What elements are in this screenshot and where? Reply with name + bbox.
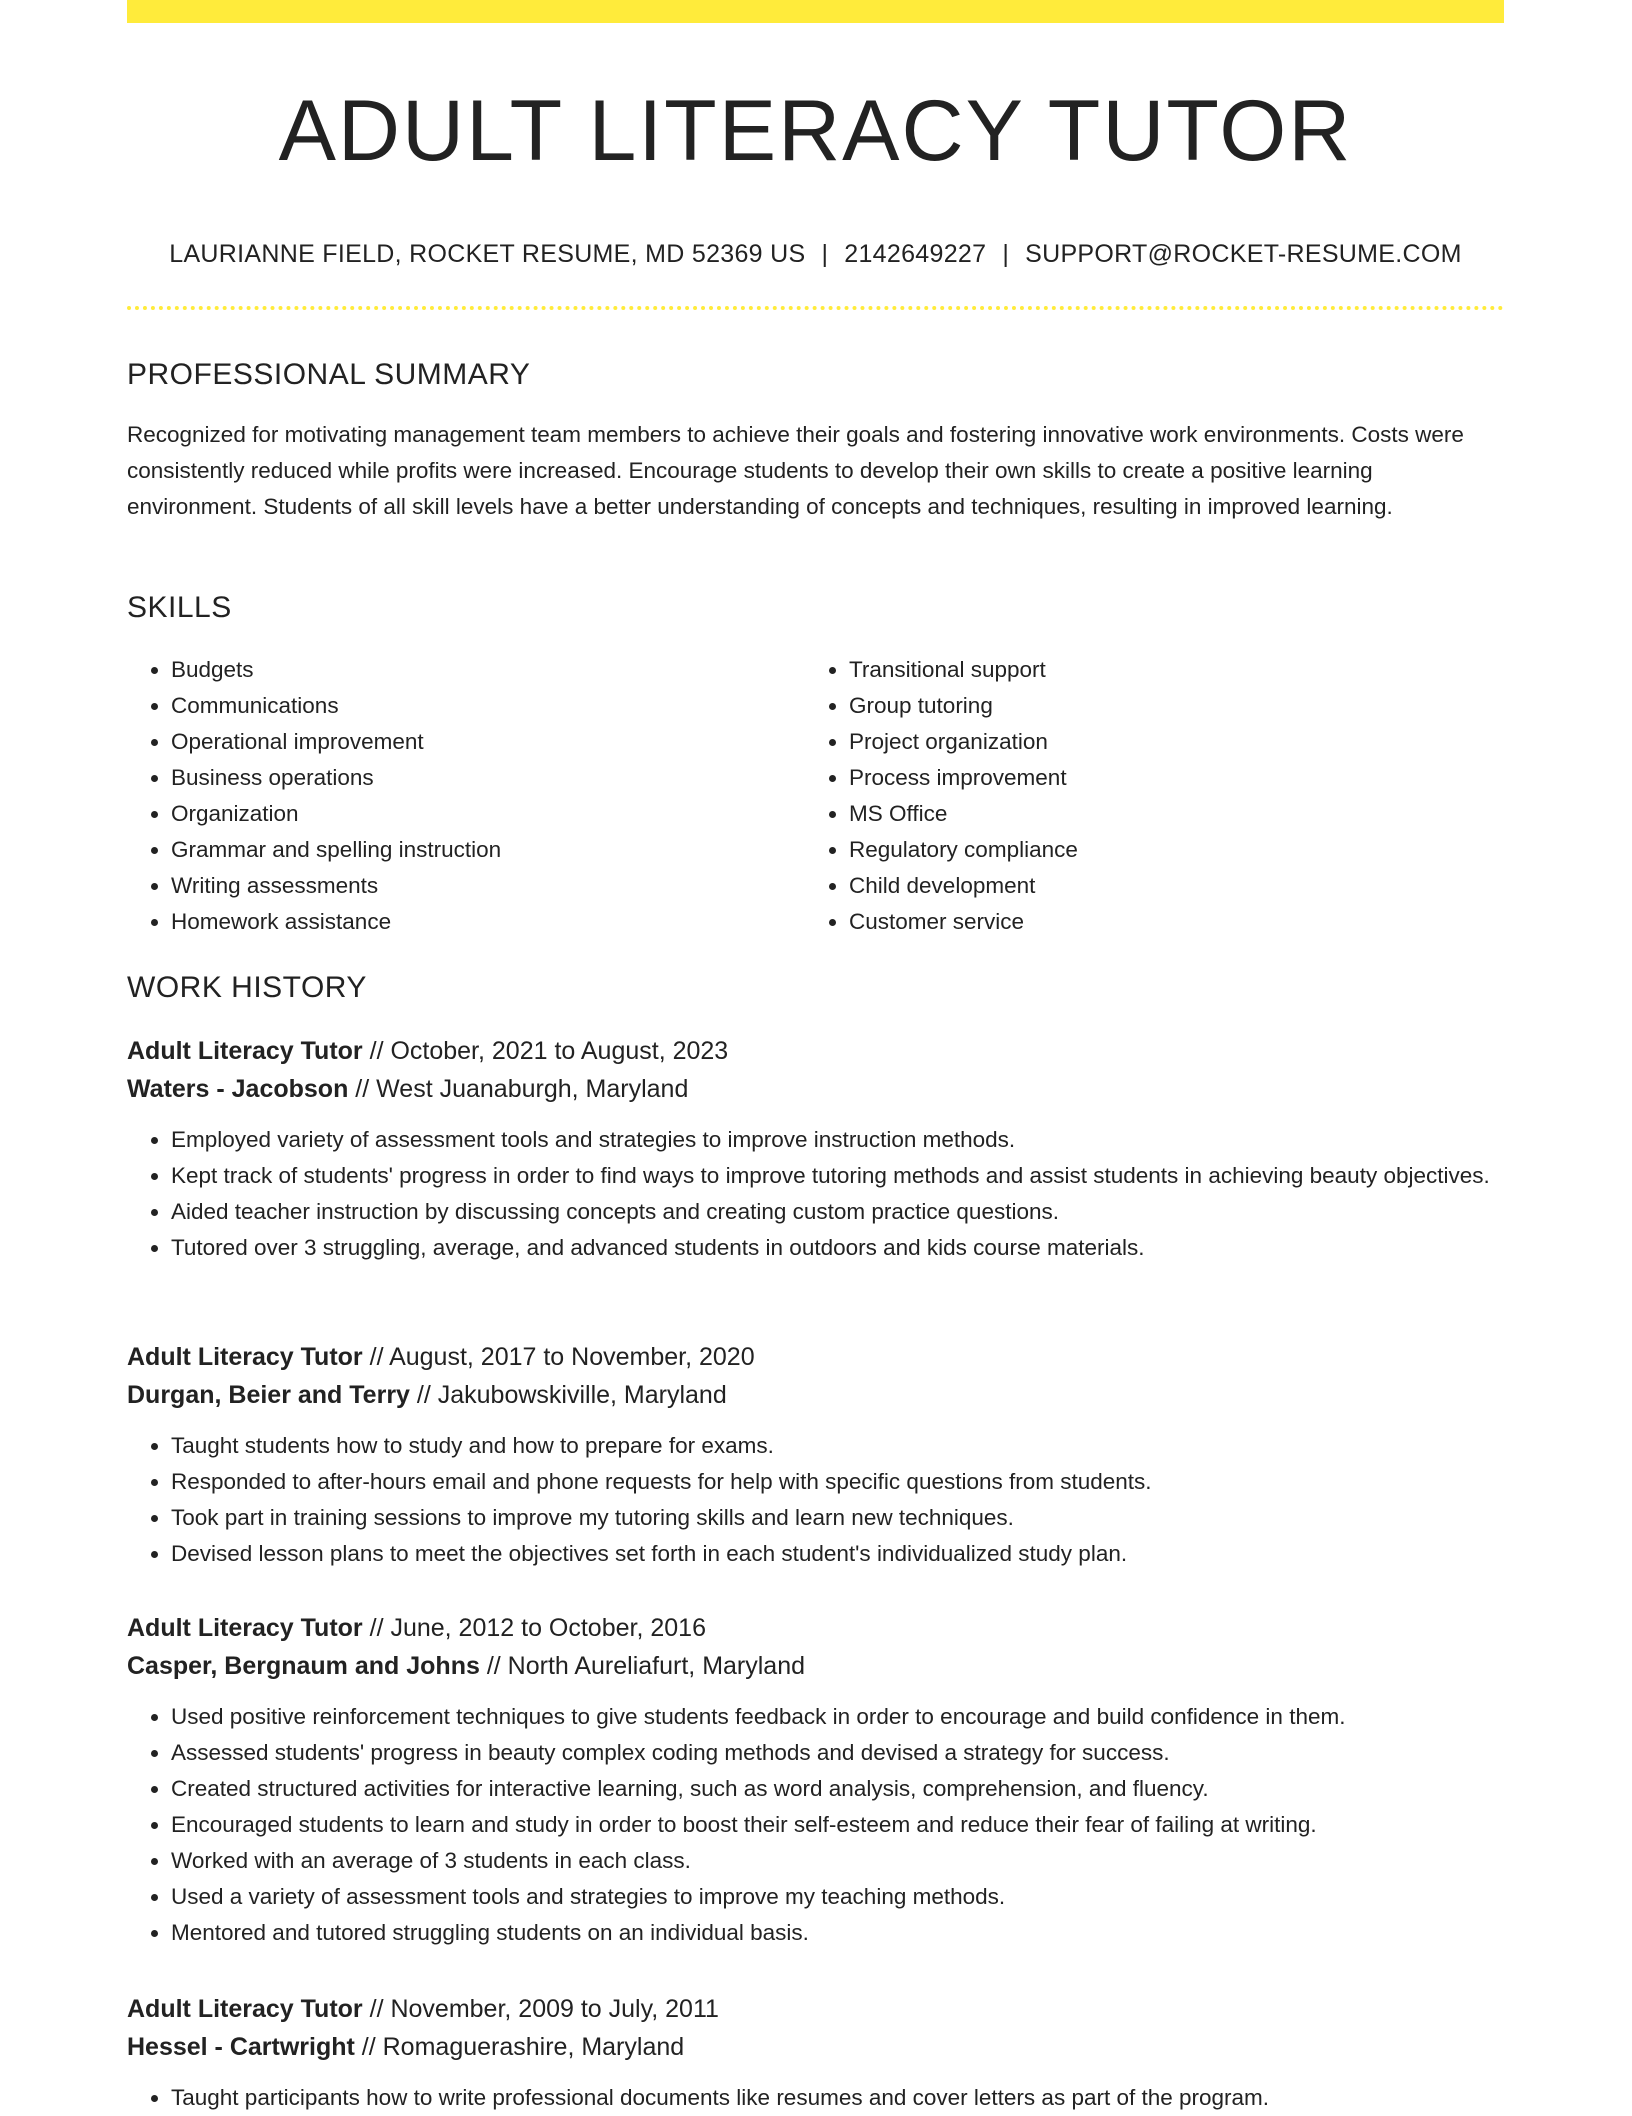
job-bullet: • Aided teacher instruction by discussing concepts and creating custom practice questions. [171,1194,1504,1230]
skills-list-left [127,652,501,940]
skills-list-right [805,652,1078,940]
summary-heading: PROFESSIONAL SUMMARY [127,358,531,391]
job-bullet: • Kept track of students' progress in order to find ways to improve tutoring methods and assist students in achieving beauty objectives. [171,1158,1504,1194]
job-entry [127,1338,1504,1572]
skills-heading: SKILLS [127,591,232,624]
job-company: Casper, Bergnaum and Johns [127,1652,480,1680]
skill-item: • Writing assessments [171,868,501,904]
skill-item: • Child development [849,868,1078,904]
job-title-line [127,1032,1504,1070]
work-history-heading: WORK HISTORY [127,971,367,1004]
job-bullet: • Took part in training sessions to improve my tutoring skills and learn new techniques. [171,1500,1504,1536]
skill-item: • Homework assistance [171,904,501,940]
job-company-line [127,1647,1504,1685]
job-location: // Jakubowskiville, Maryland [409,1381,727,1409]
job-company-line [127,1376,1504,1414]
skill-item: • Operational improvement [171,724,501,760]
skill-item: • Budgets [171,652,501,688]
contact-line [127,236,1504,272]
skill-item: • Communications [171,688,501,724]
job-dates: // June, 2012 to October, 2016 [362,1614,706,1642]
job-location: // West Juanaburgh, Maryland [348,1075,689,1103]
skill-item: • Business operations [171,760,501,796]
job-bullet: • Assessed students' progress in beauty complex coding methods and devised a strategy for success. [171,1735,1504,1771]
job-bullet: • Tutored over 3 struggling, average, and advanced students in outdoors and kids course materials. [171,1230,1504,1266]
contact-address: LAURIANNE FIELD, ROCKET RESUME, MD 52369 US [169,240,806,268]
skill-item: • Regulatory compliance [849,832,1078,868]
job-location: // North Aureliafurt, Maryland [479,1652,806,1680]
job-bullet: • Created structured activities for interactive learning, such as word analysis, comprehension, and fluency. [171,1771,1504,1807]
skill-item: • Group tutoring [849,688,1078,724]
job-bullet: • Devised lesson plans to meet the objectives set forth in each student's individualized study plan. [171,1536,1504,1572]
job-bullets [127,1428,1504,1572]
job-bullets [127,2080,1504,2116]
job-title-line [127,1990,1504,2028]
job-bullet: • Used positive reinforcement techniques to give students feedback in order to encourage and build confidence in them. [171,1699,1504,1735]
skill-item: • Grammar and spelling instruction [171,832,501,868]
skill-item: • MS Office [849,796,1078,832]
job-title: Adult Literacy Tutor [127,1614,363,1642]
skill-item: • Process improvement [849,760,1078,796]
contact-separator: | [1002,240,1010,268]
job-bullet: • Taught students how to study and how to prepare for exams. [171,1428,1504,1464]
job-dates: // August, 2017 to November, 2020 [362,1343,755,1371]
contact-separator: | [821,240,829,268]
job-location: // Romaguerashire, Maryland [354,2033,685,2061]
job-company: Waters - Jacobson [127,1075,349,1103]
job-bullet: • Responded to after-hours email and phone requests for help with specific questions from students. [171,1464,1504,1500]
dotted-divider [127,306,1504,310]
job-dates: // November, 2009 to July, 2011 [362,1995,719,2023]
skill-item: • Organization [171,796,501,832]
job-company-line [127,1070,1504,1108]
job-title: Adult Literacy Tutor [127,1037,363,1065]
contact-phone: 2142649227 [844,240,987,268]
job-title: Adult Literacy Tutor [127,1995,363,2023]
accent-top-bar [127,0,1504,23]
job-title-line [127,1338,1504,1376]
job-bullet: • Mentored and tutored struggling students on an individual basis. [171,1915,1504,1951]
job-entry [127,1990,1504,2116]
job-bullets [127,1122,1504,1266]
job-dates: // October, 2021 to August, 2023 [362,1037,729,1065]
job-bullet: • Encouraged students to learn and study in order to boost their self-esteem and reduce their fear of failing at writing. [171,1807,1504,1843]
job-company: Durgan, Beier and Terry [127,1381,410,1409]
job-company-line [127,2028,1504,2066]
contact-email: SUPPORT@ROCKET-RESUME.COM [1025,240,1462,268]
skill-item: • Project organization [849,724,1078,760]
job-title-line [127,1609,1504,1647]
job-entry [127,1032,1504,1266]
job-company: Hessel - Cartwright [127,2033,355,2061]
summary-text: Recognized for motivating management team members to achieve their goals and fostering innovative work environments. Costs were consistently reduced while profits were increased. Encourage students to develop their own skills to create a positive learning environment. Students of all skill levels have a better understanding of concepts and techniques, resulting in improved learning. [127,422,1464,519]
job-bullet: • Used a variety of assessment tools and strategies to improve my teaching methods. [171,1879,1504,1915]
job-bullet: • Employed variety of assessment tools and strategies to improve instruction methods. [171,1122,1504,1158]
job-bullets [127,1699,1504,1951]
job-bullet: • Taught participants how to write professional documents like resumes and cover letters as part of the program. [171,2080,1504,2116]
skill-item: • Transitional support [849,652,1078,688]
job-entry [127,1609,1504,1951]
resume-title: ADULT LITERACY TUTOR [278,83,1353,179]
skill-item: • Customer service [849,904,1078,940]
job-bullet: • Worked with an average of 3 students in each class. [171,1843,1504,1879]
job-title: Adult Literacy Tutor [127,1343,363,1371]
